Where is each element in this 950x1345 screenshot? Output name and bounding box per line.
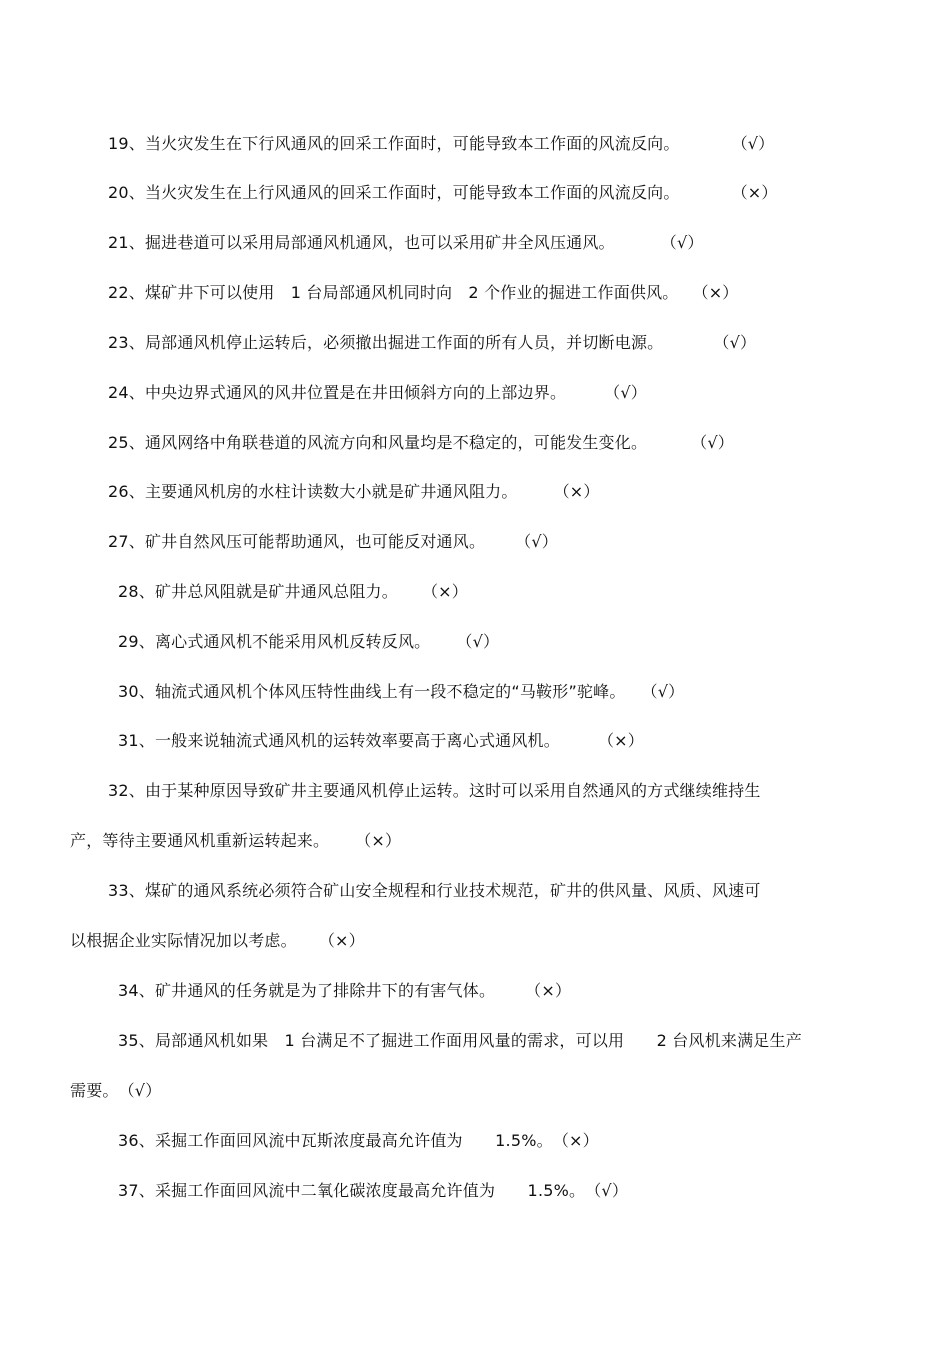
question-27 bbox=[108, 531, 558, 553]
question-text: 27、矿井自然风压可能帮助通风，也可能反对通风。 bbox=[108, 532, 486, 551]
answer-mark: （√） bbox=[118, 1081, 162, 1100]
question-36 bbox=[118, 1130, 599, 1152]
question-34 bbox=[118, 980, 571, 1002]
answer-mark: （×） bbox=[692, 283, 739, 302]
question-text: 25、通风网络中角联巷道的风流方向和风量均是不稳定的，可能发生变化。 bbox=[108, 433, 648, 452]
question-21 bbox=[108, 232, 704, 254]
answer-mark: （√） bbox=[515, 532, 558, 551]
answer-mark: （√） bbox=[604, 383, 647, 402]
question-37 bbox=[118, 1180, 628, 1202]
answer-mark: （×） bbox=[552, 1131, 599, 1150]
question-28 bbox=[118, 581, 468, 603]
question-text: 20、当火灾发生在上行风通风的回采工作面时，可能导致本工作面的风流反向。 bbox=[108, 183, 680, 202]
answer-mark: （√） bbox=[731, 134, 775, 153]
question-text: 以根据企业实际情况加以考虑。 bbox=[70, 931, 297, 950]
answer-mark: （√） bbox=[641, 682, 685, 701]
question-text: 30、轴流式通风机个体风压特性曲线上有一段不稳定的“马鞍形”驼峰。 bbox=[118, 682, 626, 701]
answer-mark: （×） bbox=[421, 582, 468, 601]
question-35-line-1 bbox=[118, 1030, 802, 1052]
question-31 bbox=[118, 730, 644, 752]
question-text: 28、矿井总风阻就是矿井通风总阻力。 bbox=[118, 582, 398, 601]
question-text: 22、煤矿井下可以使用 1 台局部通风机同时向 2 个作业的掘进工作面供风。 bbox=[108, 283, 679, 302]
question-text: 26、主要通风机房的水柱计读数大小就是矿井通风阻力。 bbox=[108, 482, 518, 501]
question-29 bbox=[118, 631, 499, 653]
question-25 bbox=[108, 432, 734, 454]
answer-mark: （√） bbox=[713, 333, 757, 352]
question-text: 19、当火灾发生在下行风通风的回采工作面时，可能导致本工作面的风流反向。 bbox=[108, 134, 680, 153]
question-24 bbox=[108, 382, 647, 404]
question-text: 23、局部通风机停止运转后，必须撤出掘进工作面的所有人员，并切断电源。 bbox=[108, 333, 664, 352]
question-text: 31、一般来说轴流式通风机的运转效率要高于离心式通风机。 bbox=[118, 731, 560, 750]
question-text: 37、采掘工作面回风流中二氧化碳浓度最高允许值为 1.5%。 bbox=[118, 1181, 586, 1200]
question-23 bbox=[108, 332, 756, 354]
question-text: 21、掘进巷道可以采用局部通风机通风，也可以采用矿井全风压通风。 bbox=[108, 233, 615, 252]
question-20 bbox=[108, 182, 778, 204]
question-26 bbox=[108, 481, 600, 503]
question-text: 需要。 bbox=[70, 1081, 119, 1100]
question-30 bbox=[118, 681, 684, 703]
question-32-line-2 bbox=[70, 830, 401, 852]
answer-mark: （√） bbox=[456, 632, 500, 651]
question-33-line-1 bbox=[108, 880, 761, 902]
answer-mark: （√） bbox=[691, 433, 734, 452]
question-19 bbox=[108, 133, 774, 155]
answer-mark: （×） bbox=[318, 931, 365, 950]
question-text: 35、局部通风机如果 1 台满足不了掘进工作面用风量的需求，可以用 2 台风机来满足生产 bbox=[118, 1031, 802, 1050]
answer-mark: （×） bbox=[597, 731, 644, 750]
question-22 bbox=[108, 282, 739, 304]
question-text: 33、煤矿的通风系统必须符合矿山安全规程和行业技术规范，矿井的供风量、风质、风速可 bbox=[108, 881, 761, 900]
question-text: 36、采掘工作面回风流中瓦斯浓度最高允许值为 1.5%。 bbox=[118, 1131, 553, 1150]
question-text: 34、矿井通风的任务就是为了排除井下的有害气体。 bbox=[118, 981, 496, 1000]
question-33-line-2 bbox=[70, 930, 365, 952]
question-35-line-2 bbox=[70, 1080, 161, 1102]
answer-mark: （√） bbox=[585, 1181, 629, 1200]
answer-mark: （×） bbox=[553, 482, 600, 501]
answer-mark: （√） bbox=[660, 233, 704, 252]
question-text: 24、中央边界式通风的风井位置是在井田倾斜方向的上部边界。 bbox=[108, 383, 567, 402]
question-text: 29、离心式通风机不能采用风机反转反风。 bbox=[118, 632, 431, 651]
answer-mark: （×） bbox=[525, 981, 572, 1000]
question-text: 32、由于某种原因导致矿井主要通风机停止运转。这时可以采用自然通风的方式继续维持生 bbox=[108, 781, 761, 800]
answer-mark: （×） bbox=[355, 831, 402, 850]
answer-mark: （×） bbox=[731, 183, 778, 202]
question-32-line-1 bbox=[108, 780, 761, 802]
question-text: 产，等待主要通风机重新运转起来。 bbox=[70, 831, 330, 850]
